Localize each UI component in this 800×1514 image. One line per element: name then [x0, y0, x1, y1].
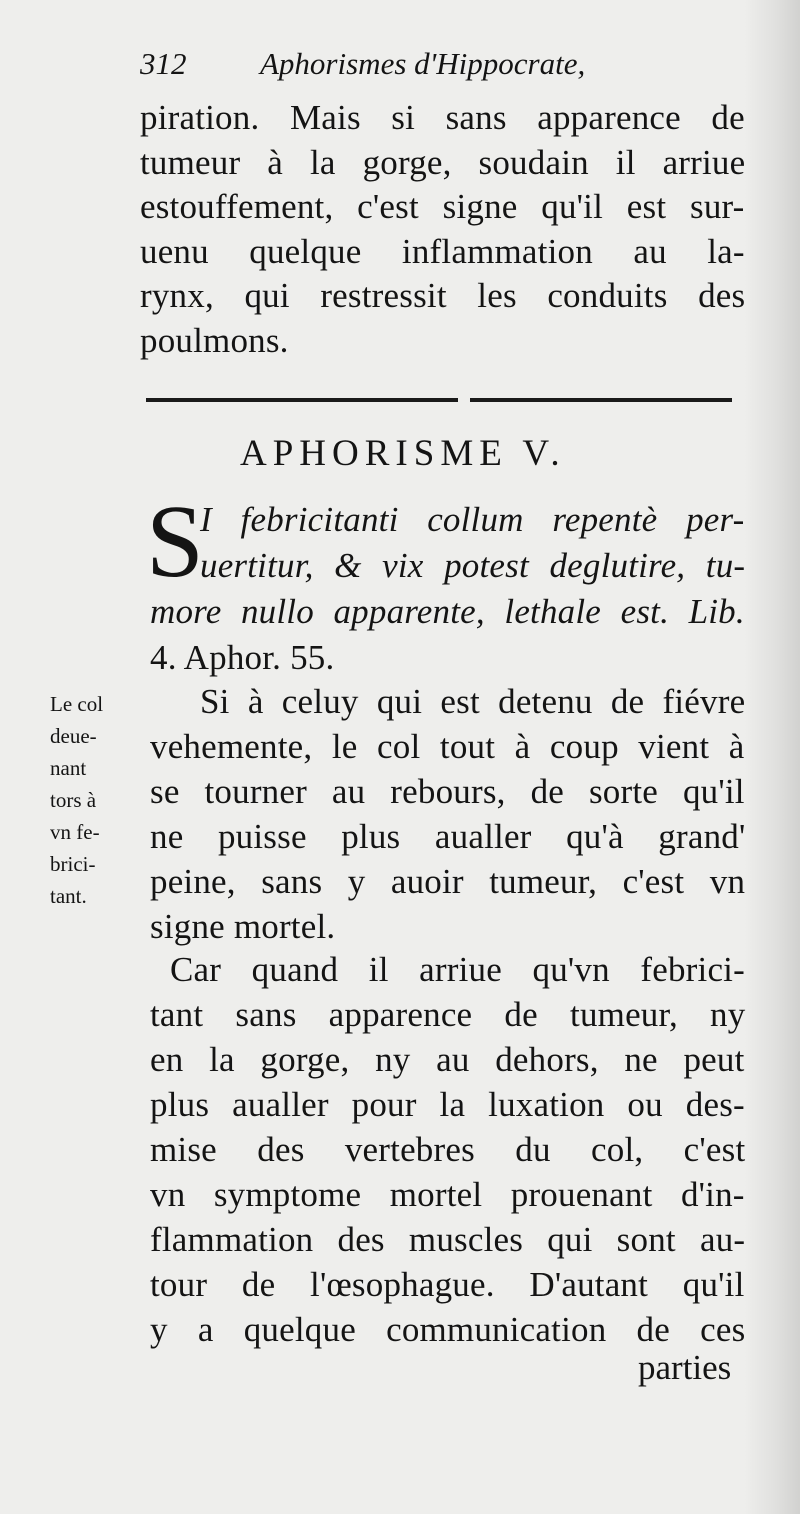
text-line: tour de l'œsophague. D'autant qu'il [150, 1265, 745, 1304]
section-rule-right [470, 398, 732, 402]
margin-note-line: Le col [50, 692, 104, 716]
text-line: tant sans apparence de tumeur, ny [150, 995, 746, 1034]
margin-note-line: brici- [50, 852, 96, 876]
text-line: rynx, qui restressit les conduits des [140, 276, 746, 315]
section-heading: APHORISME V. [240, 433, 566, 474]
text-line: se tourner au rebours, de sorte qu'il [150, 772, 745, 811]
text-line: vehemente, le col tout à coup vient à [150, 727, 745, 766]
text-line: vn symptome mortel prouenant d'in- [150, 1175, 745, 1214]
text-line: flammation des muscles qui sont au- [150, 1220, 746, 1259]
latin-line: 4. Aphor. 55. [150, 638, 335, 677]
text-line: Car quand il arriue qu'vn febrici- [170, 950, 745, 989]
text-line: uenu quelque inflammation au la- [140, 232, 745, 271]
margin-note-line: nant [50, 756, 87, 780]
margin-note-line: vn fe- [50, 820, 100, 844]
text-line: y a quelque communication de ces [150, 1310, 746, 1349]
margin-note-line: deue- [50, 724, 97, 748]
text-line: en la gorge, ny au dehors, ne peut [150, 1040, 745, 1079]
page-number: 312 [140, 46, 187, 81]
margin-note [50, 688, 146, 912]
catchword: parties [638, 1348, 732, 1387]
latin-line: I febricitanti collum repentè per- [200, 500, 745, 539]
margin-note-line: tors à [50, 788, 97, 812]
text-line: signe mortel. [150, 907, 336, 946]
text-line: Si à celuy qui est detenu de fiévre [200, 682, 746, 721]
drop-cap: S [146, 484, 204, 599]
margin-note-line: tant. [50, 884, 87, 908]
text-line: mise des vertebres du col, c'est [150, 1130, 746, 1169]
text-line: piration. Mais si sans apparence de [140, 98, 745, 137]
latin-line: more nullo apparente, lethale est. Lib. [150, 592, 745, 631]
text-line: ne puisse plus aualler qu'à grand' [150, 817, 746, 856]
text-line: estouffement, c'est signe qu'il est sur- [140, 187, 745, 226]
text-line: tumeur à la gorge, soudain il arriue [140, 143, 746, 182]
text-line: peine, sans y auoir tumeur, c'est vn [150, 862, 746, 901]
latin-line: uertitur, & vix potest deglutire, tu- [200, 546, 746, 585]
text-line: poulmons. [140, 321, 289, 360]
section-rule-left [146, 398, 458, 402]
running-title: Aphorismes d'Hippocrate, [260, 46, 586, 81]
text-line: plus aualler pour la luxation ou des- [150, 1085, 745, 1124]
